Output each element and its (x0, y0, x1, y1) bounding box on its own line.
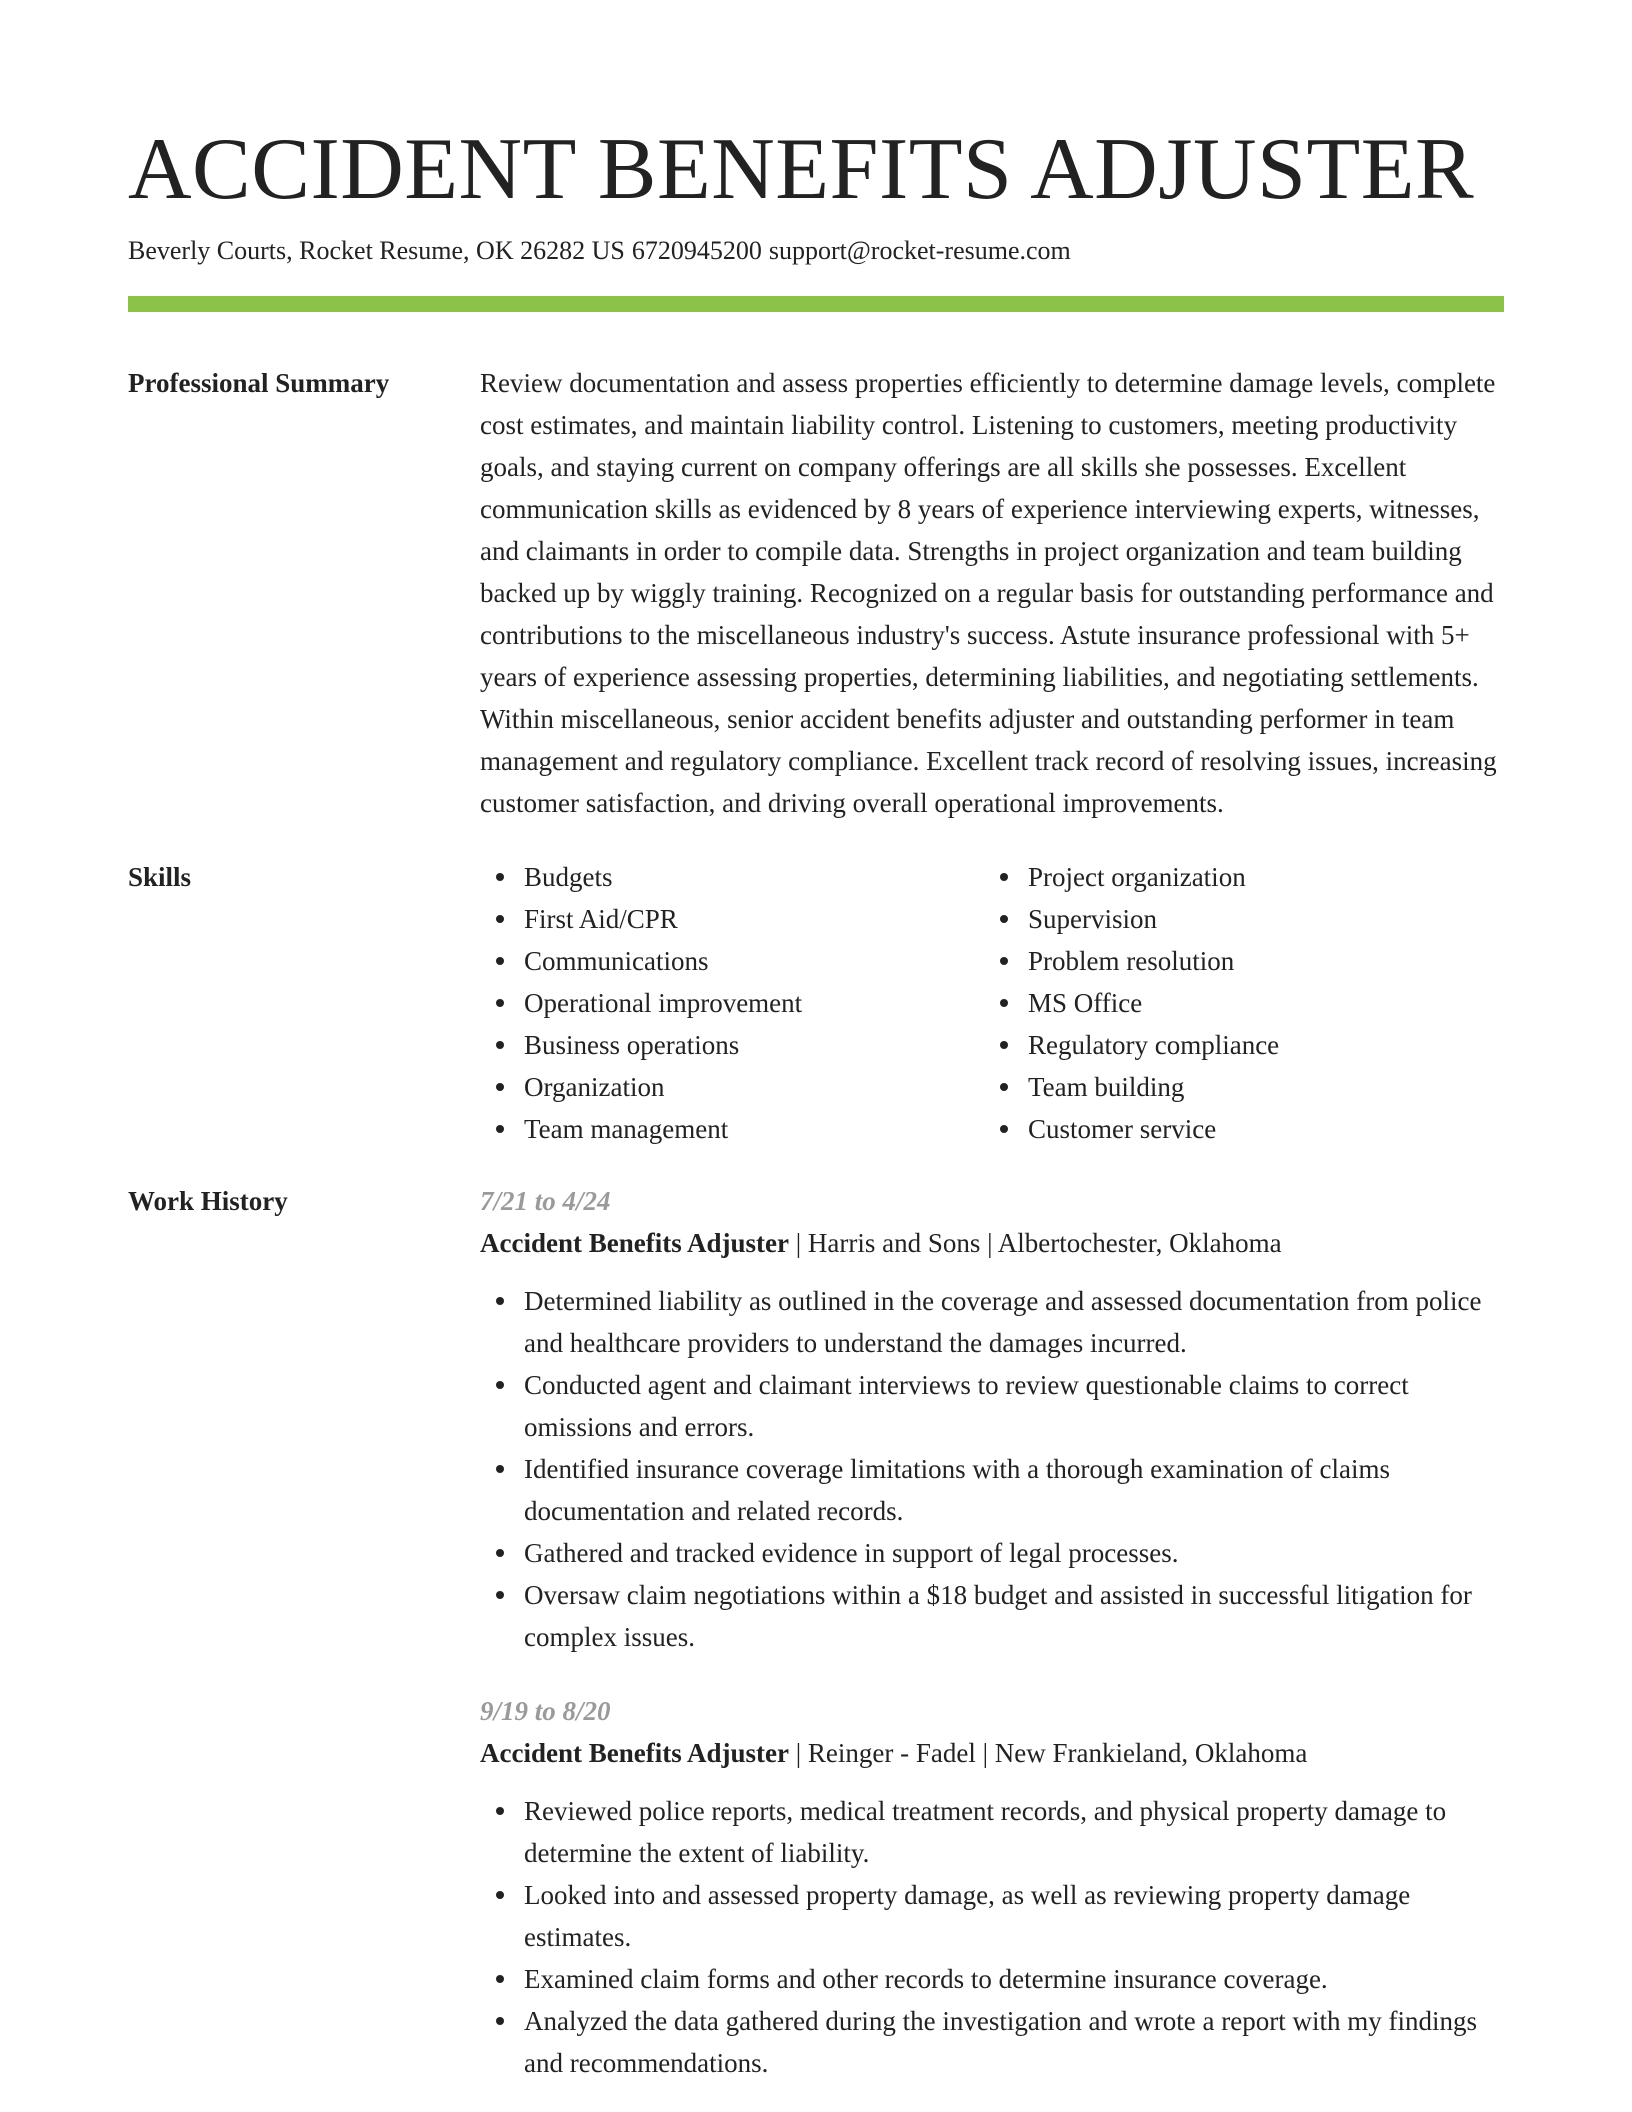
skill-item: Customer service (1028, 1108, 1488, 1150)
skill-item: First Aid/CPR (524, 898, 984, 940)
job-bullet: Gathered and tracked evidence in support of legal processes. (524, 1532, 1504, 1574)
skill-item: Communications (524, 940, 984, 982)
skill-item: Problem resolution (1028, 940, 1488, 982)
job-title-line (480, 1222, 1504, 1264)
contact-email: support@rocket-resume.com (768, 236, 1071, 265)
skills-columns (480, 856, 1504, 1150)
skills-list-right (984, 856, 1488, 1150)
summary-text: Review documentation and assess properties efficiently to determine damage levels, complete cost estimates, and maintain liability control. Listening to customers, meeting productivity goals, and staying current on company offerings are all skills she possesses. Excellent communication skills as evidenced by 8 years of experience interviewing experts, witnesses, and claimants in order to compile data. Strengths in project organization and team building backed up by wiggly training. Recognized on a regular basis for outstanding performance and contributions to the miscellaneous industry's success. Astute insurance professional with 5+ years of experience assessing properties, determining liabilities, and negotiating settlements. Within miscellaneous, senior accident benefits adjuster and outstanding performer in team management and regulatory compliance. Excellent track record of resolving issues, increasing customer satisfaction, and driving overall operational improvements. (480, 368, 1497, 818)
skill-item: Operational improvement (524, 982, 984, 1024)
job-details: | Harris and Sons | Albertochester, Oklahoma (788, 1228, 1282, 1258)
job-bullet: Reviewed police reports, medical treatment records, and physical property damage to determine the extent of liability. (524, 1790, 1504, 1874)
job-bullet: Looked into and assessed property damage, as well as reviewing property damage estimates. (524, 1874, 1504, 1958)
summary-heading: Professional Summary (128, 368, 390, 398)
work-history-heading: Work History (128, 1186, 288, 1216)
skill-item: Supervision (1028, 898, 1488, 940)
job-title: Accident Benefits Adjuster (480, 1738, 789, 1768)
skills-heading: Skills (128, 862, 192, 892)
job-bullet: Examined claim forms and other records to determine insurance coverage. (524, 1958, 1504, 2000)
skill-item: Project organization (1028, 856, 1488, 898)
job-dates: 9/19 to 8/20 (480, 1696, 611, 1726)
job-dates: 7/21 to 4/24 (480, 1186, 611, 1216)
summary-section (128, 362, 1504, 824)
skills-list-left (480, 856, 984, 1150)
skill-item: Organization (524, 1066, 984, 1108)
skills-section (128, 856, 1504, 1150)
job-bullet: Conducted agent and claimant interviews to review questionable claims to correct omissions and errors. (524, 1364, 1504, 1448)
resume-page (128, 0, 1504, 2084)
job-details: | Reinger - Fadel | New Frankieland, Oklahoma (788, 1738, 1308, 1768)
job-title-line (480, 1732, 1504, 1774)
job-bullet: Analyzed the data gathered during the investigation and wrote a report with my findings and recommendations. (524, 2000, 1504, 2084)
job-bullets (480, 1790, 1504, 2084)
job-bullet: Oversaw claim negotiations within a $18 budget and assisted in successful litigation for complex issues. (524, 1574, 1504, 1658)
contact-line (128, 234, 1504, 268)
contact-address: Beverly Courts, Rocket Resume, OK 26282 US (128, 236, 625, 265)
resume-title: ACCIDENT BENEFITS ADJUSTER (128, 121, 1475, 218)
skill-item: Regulatory compliance (1028, 1024, 1488, 1066)
skill-item: MS Office (1028, 982, 1488, 1024)
skill-item: Team management (524, 1108, 984, 1150)
job-bullet: Identified insurance coverage limitations with a thorough examination of claims documentation and related records. (524, 1448, 1504, 1532)
job-title: Accident Benefits Adjuster (480, 1228, 789, 1258)
contact-phone: 6720945200 (631, 236, 762, 265)
job-entry (480, 1180, 1504, 1658)
job-bullets (480, 1280, 1504, 1658)
work-history-body (480, 1180, 1504, 2084)
skill-item: Team building (1028, 1066, 1488, 1108)
job-bullet: Determined liability as outlined in the coverage and assessed documentation from police and healthcare providers to understand the damages incurred. (524, 1280, 1504, 1364)
work-history-section (128, 1180, 1504, 2084)
skill-item: Business operations (524, 1024, 984, 1066)
summary-body (480, 362, 1504, 824)
job-entry (480, 1690, 1504, 2084)
skill-item: Budgets (524, 856, 984, 898)
header-divider (128, 296, 1504, 312)
